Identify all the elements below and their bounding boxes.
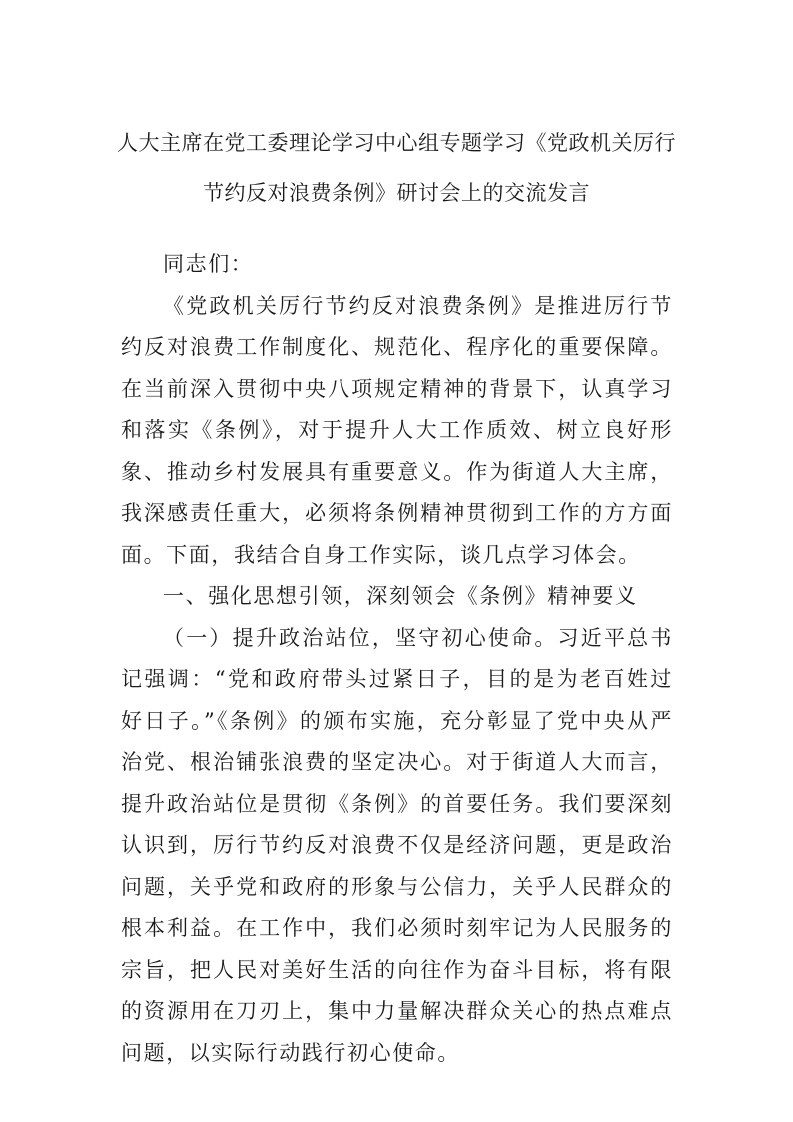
document-body [121,244,673,1074]
section-heading-1: 一、强化思想引领，深刻领会《条例》精神要义 [163,584,638,608]
body-paragraph-1-1: （一）提升政治站位，坚守初心使命。习近平总书记强调：“党和政府带头过紧日子，目的是为老百姓过好日子。”《条例》的颁布实施，充分彰显了党中央从严治党、根治铺张浪费的坚定决心。对于街道人大而言，提升政治站位是贯彻《条例》的首要任务。我们要深刻认识到，厉行节约反对浪费不仅是经济问题，更是政治问题，关乎党和政府的形象与公信力，关乎人民群众的根本利益。在工作中，我们必须时刻牢记为人民服务的宗旨，把人民对美好生活的向往作为奋斗目标，将有限的资源用在刀刃上，集中力量解决群众关心的热点难点问题，以实际行动践行初心使命。 [121,625,673,1065]
document-title-line-1: 人大主席在党工委理论学习中心组专题学习《党政机关厉行 [117,131,676,155]
body-paragraph-intro: 《党政机关厉行节约反对浪费条例》是推进厉行节约反对浪费工作制度化、规范化、程序化的重要保障。在当前深入贯彻中央八项规定精神的背景下，认真学习和落实《条例》，对于提升人大工作质效、树立良好形象、推动乡村发展具有重要意义。作为街道人大主席，我深感责任重大，必须将条例精神贯彻到工作的方方面面。下面，我结合自身工作实际，谈几点学习体会。 [121,293,673,567]
salutation: 同志们： [163,252,254,276]
document-title-line-2: 节约反对浪费条例》研讨会上的交流发言 [203,181,590,205]
